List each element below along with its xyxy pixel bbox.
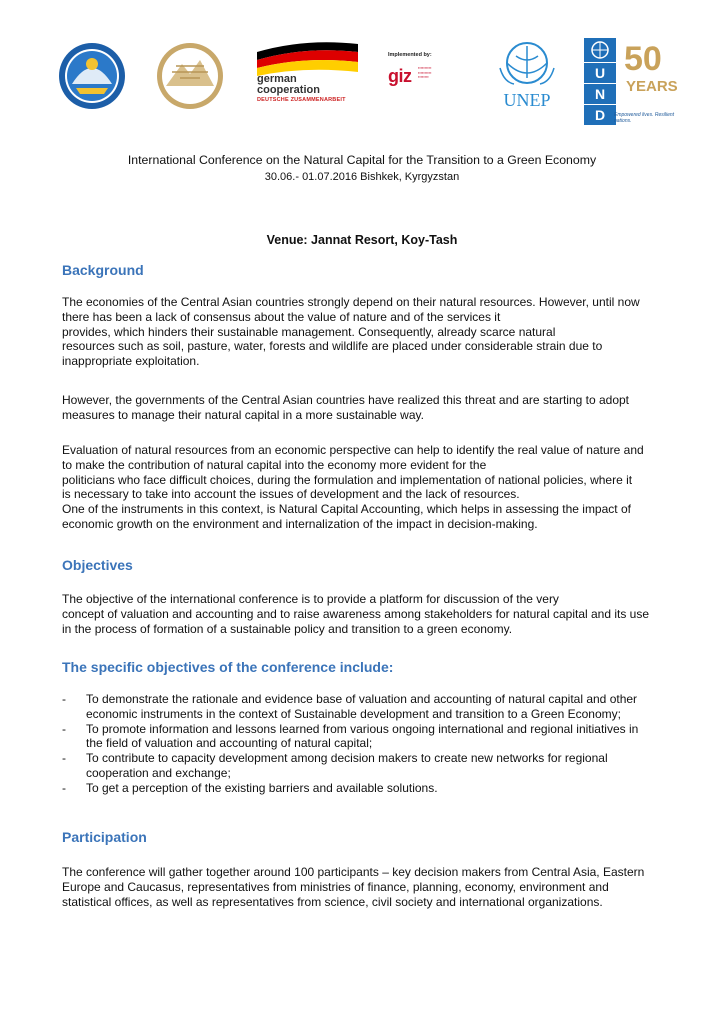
- giz-wordmark: giz: [388, 66, 412, 86]
- undp-logo: [584, 38, 680, 124]
- objectives-heading: Objectives: [62, 557, 133, 573]
- text-line: The economies of the Central Asian countries strongly depend on their natural resources. However, until now: [62, 295, 640, 309]
- text-line: The conference will gather together around 100 participants – key decision makers from Central Asia, Eastern: [62, 865, 645, 879]
- implemented-by-label: Implemented by:: [388, 52, 432, 58]
- text-line: in the process of formation of a sustainable policy and transition to a green economy.: [62, 621, 513, 636]
- text-line: economic instruments in the context of Sustainable development and transition to a Green Economy;: [86, 706, 621, 721]
- objectives-paragraph: [62, 592, 662, 636]
- giz-logo: [388, 52, 463, 112]
- undp-emblem-cell: [584, 38, 616, 62]
- undp-letter-n: N: [584, 84, 616, 104]
- unep-logo: [494, 38, 560, 118]
- text-line: One of the instruments in this context, is Natural Capital Accounting, which helps in assessing the impact of: [62, 502, 631, 517]
- text-line: To contribute to capacity development among decision makers to create new networks for regional: [86, 751, 608, 766]
- kyrgyz-republic-seal-logo: [58, 42, 126, 110]
- text-line: Europe and Caucasus, representatives from ministries of finance, planning, economy, environment and: [62, 879, 609, 894]
- conference-date-place: 30.06.- 01.07.2016 Bishkek, Kyrgyzstan: [264, 171, 460, 183]
- logo-band: [58, 38, 678, 124]
- list-item: [62, 692, 662, 722]
- list-item: [62, 722, 662, 752]
- specific-objectives-heading: The specific objectives of the conference include:: [62, 659, 394, 675]
- undp-years: YEARS: [626, 78, 678, 95]
- list-item: [62, 781, 662, 796]
- unep-wordmark: UNEP: [503, 90, 551, 110]
- text-line: measures to manage their natural capital in a more sustainable way.: [62, 407, 424, 422]
- german-cooperation-line1: german: [257, 73, 297, 85]
- venue-line: Venue: Jannat Resort, Koy-Tash: [266, 233, 458, 247]
- background-paragraph-2: [62, 393, 662, 423]
- background-heading: Background: [62, 262, 144, 278]
- undp-fifty: 50: [624, 40, 662, 78]
- background-paragraph-1: [62, 295, 662, 369]
- text-line: provides, which hinders their sustainable management. Consequently, already scarce natural: [62, 324, 556, 339]
- list-dash: -: [62, 780, 66, 795]
- text-line: concept of valuation and accounting and to raise awareness among stakeholders for natural capital and its use: [62, 606, 650, 621]
- text-line: To promote information and lessons learned from various ongoing international and regional initiatives in: [86, 721, 639, 736]
- participation-heading: Participation: [62, 829, 147, 845]
- undp-letter-grid: [584, 38, 616, 126]
- text-line: The objective of the international conference is to provide a platform for discussion of the very: [62, 592, 559, 606]
- german-cooperation-line2: cooperation: [257, 84, 320, 96]
- text-line: is necessary to take into account the issues of development and the lack of resources.: [62, 487, 520, 502]
- undp-letter-u: U: [584, 63, 616, 83]
- background-paragraph-3: [62, 443, 662, 532]
- text-line: politicians who face difficult choices, during the formulation and implementation of national policies, where it: [62, 472, 633, 487]
- german-cooperation-line3: DEUTSCHE ZUSAMMENARBEIT: [257, 97, 346, 103]
- giz-fine-print: ▪▪▪▪▪▪▪▪▪▪ ▪▪▪▪▪▪▪▪▪▪ ▪▪▪▪▪▪▪▪: [418, 66, 432, 79]
- text-line: To demonstrate the rationale and evidence base of valuation and accounting of natural capital and other: [86, 692, 638, 706]
- participation-paragraph: [62, 865, 662, 909]
- text-line: the field of valuation and accounting of natural capital;: [86, 736, 373, 751]
- list-dash: -: [62, 721, 66, 736]
- list-dash: -: [62, 751, 66, 766]
- undp-tagline: Empowered lives. Resilient nations.: [614, 112, 675, 124]
- german-cooperation-logo: [255, 38, 360, 118]
- statkg-logo: [156, 42, 224, 110]
- text-line: to make the contribution of natural capital into the economy more evident for the: [62, 457, 487, 472]
- text-line: cooperation and exchange;: [86, 765, 231, 780]
- undp-letter-d: D: [584, 105, 616, 125]
- text-line: Evaluation of natural resources from an economic perspective can help to identify the real value of nature and: [62, 443, 644, 457]
- list-dash: -: [62, 692, 66, 706]
- conference-title: International Conference on the Natural Capital for the Transition to a Green Economy: [127, 153, 597, 167]
- text-line: resources such as soil, pasture, water, forests and wildlife are placed under considerable strain due to: [62, 339, 603, 354]
- specific-objectives-list: [62, 692, 662, 796]
- list-item: [62, 751, 662, 781]
- text-line: However, the governments of the Central Asian countries have realized this threat and are starting to adopt: [62, 393, 629, 407]
- text-line: economic growth on the environment and internalization of the impact in decision-making.: [62, 516, 538, 531]
- text-line: To get a perception of the existing barriers and available solutions.: [86, 780, 438, 795]
- text-line: statistical offices, as well as representatives from science, civil society and international organizations.: [62, 894, 603, 909]
- text-line: there has been a lack of consensus about the value of nature and of the services it: [62, 309, 501, 324]
- text-line: inappropriate exploitation.: [62, 354, 200, 369]
